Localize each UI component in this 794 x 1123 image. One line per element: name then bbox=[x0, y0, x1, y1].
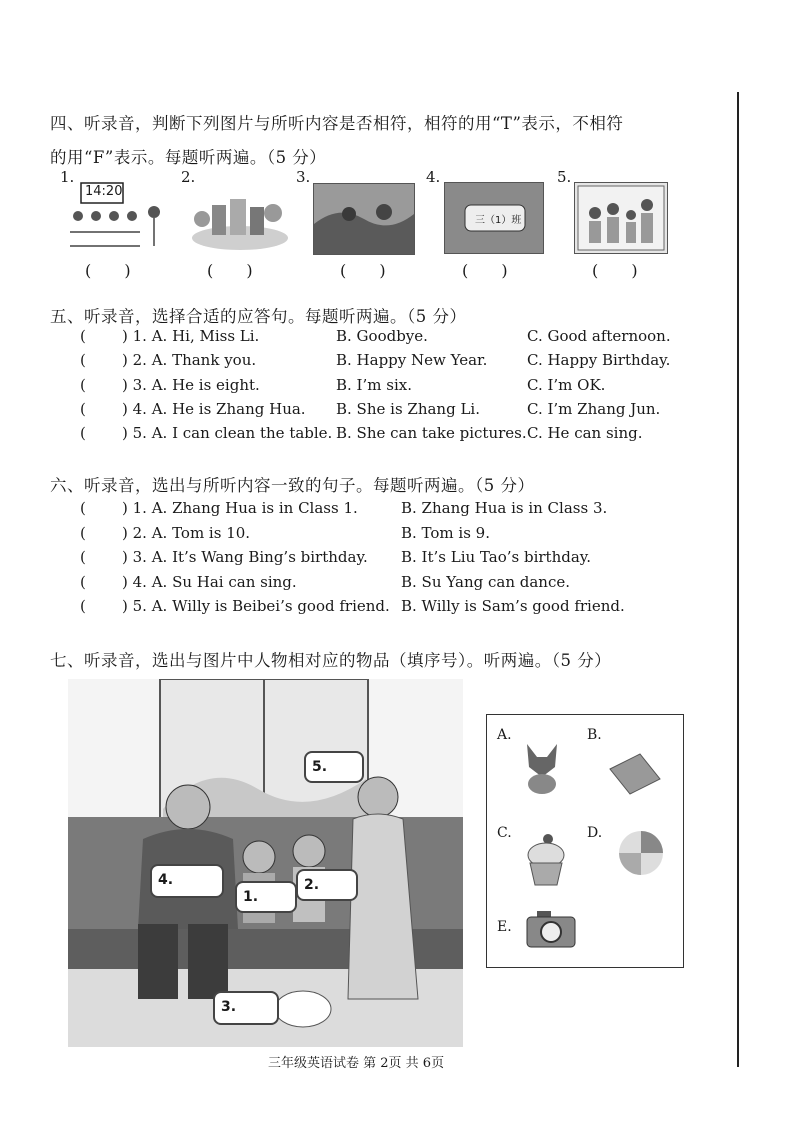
classroom-sign-picture bbox=[444, 182, 544, 254]
book-icon bbox=[605, 749, 665, 799]
option-b: B. It’s Liu Tao’s birthday. bbox=[401, 548, 592, 566]
option-a: ) 5. A. I can clean the table. bbox=[122, 424, 333, 442]
family-scene-illustration bbox=[68, 679, 463, 1047]
classroom-picture bbox=[68, 180, 166, 258]
speech-bubble-3: 3. bbox=[213, 991, 279, 1025]
option-label-c: C. bbox=[497, 825, 512, 841]
section7-heading: 七、听录音，选出与图片中人物相对应的物品（填序号）。听两遍。（5 分） bbox=[50, 651, 612, 670]
answer-blank[interactable]: ( ) bbox=[462, 261, 522, 280]
option-b: B. She can take pictures. bbox=[336, 424, 527, 442]
picture-number: 1. bbox=[60, 168, 75, 186]
speech-bubble-2: 2. bbox=[296, 869, 358, 901]
option-c: C. Good afternoon. bbox=[527, 327, 671, 345]
option-a: ) 1. A. Zhang Hua is in Class 1. bbox=[122, 499, 358, 517]
answer-paren[interactable]: ( bbox=[80, 597, 86, 615]
clock-time-label: 14:20 bbox=[85, 184, 123, 199]
option-b: B. Su Yang can dance. bbox=[401, 573, 570, 591]
option-label-e: E. bbox=[497, 919, 512, 935]
margin-line bbox=[737, 92, 739, 1067]
option-a: ) 5. A. Willy is Beibei’s good friend. bbox=[122, 597, 390, 615]
answer-blank[interactable]: ( ) bbox=[340, 261, 400, 280]
class-sign-label: 三（1）班 bbox=[475, 215, 522, 226]
option-b: B. Tom is 9. bbox=[401, 524, 490, 542]
option-label-a: A. bbox=[497, 727, 512, 743]
section4-heading-line1: 四、听录音，判断下列图片与所听内容是否相符，相符的用“T”表示，不相符 bbox=[50, 114, 624, 133]
camera-icon bbox=[523, 907, 579, 953]
option-a: ) 3. A. It’s Wang Bing’s birthday. bbox=[122, 548, 368, 566]
answer-blank[interactable]: ( ) bbox=[207, 261, 267, 280]
answer-paren[interactable]: ( bbox=[80, 327, 86, 345]
answer-blank[interactable]: ( ) bbox=[85, 261, 145, 280]
option-a: ) 3. A. He is eight. bbox=[122, 376, 260, 394]
option-c: C. Happy Birthday. bbox=[527, 351, 671, 369]
page-footer: 三年级英语试卷 第 2页 共 6页 bbox=[268, 1056, 445, 1071]
picture-number: 5. bbox=[557, 168, 572, 186]
section6-heading: 六、听录音，选出与所听内容一致的句子。每题听两遍。（5 分） bbox=[50, 476, 535, 495]
option-a: ) 4. A. Su Hai can sing. bbox=[122, 573, 297, 591]
cupcake-icon bbox=[521, 833, 571, 889]
option-b: B. Zhang Hua is in Class 3. bbox=[401, 499, 608, 517]
option-label-b: B. bbox=[587, 727, 602, 743]
toys-picture bbox=[190, 183, 290, 253]
option-a: ) 4. A. He is Zhang Hua. bbox=[122, 400, 306, 418]
outdoor-picture bbox=[313, 183, 415, 255]
picture-number: 2. bbox=[181, 168, 196, 186]
answer-blank[interactable]: ( ) bbox=[592, 261, 652, 280]
family-photo-picture bbox=[574, 182, 668, 254]
option-a: ) 2. A. Thank you. bbox=[122, 351, 257, 369]
option-a: ) 2. A. Tom is 10. bbox=[122, 524, 251, 542]
answer-paren[interactable]: ( bbox=[80, 499, 86, 517]
option-b: B. I’m six. bbox=[336, 376, 412, 394]
answer-paren[interactable]: ( bbox=[80, 424, 86, 442]
beach-ball-icon bbox=[615, 827, 667, 879]
option-b: B. Goodbye. bbox=[336, 327, 428, 345]
option-c: C. I’m OK. bbox=[527, 376, 606, 394]
option-b: B. She is Zhang Li. bbox=[336, 400, 480, 418]
answer-paren[interactable]: ( bbox=[80, 573, 86, 591]
fox-toy-icon bbox=[517, 739, 567, 799]
speech-bubble-4: 4. bbox=[150, 864, 224, 898]
section5-heading: 五、听录音，选择合适的应答句。每题听两遍。（5 分） bbox=[50, 307, 467, 326]
answer-paren[interactable]: ( bbox=[80, 524, 86, 542]
option-label-d: D. bbox=[587, 825, 603, 841]
option-b: B. Happy New Year. bbox=[336, 351, 488, 369]
option-c: C. I’m Zhang Jun. bbox=[527, 400, 661, 418]
options-box bbox=[486, 714, 684, 968]
answer-paren[interactable]: ( bbox=[80, 376, 86, 394]
option-c: C. He can sing. bbox=[527, 424, 643, 442]
answer-paren[interactable]: ( bbox=[80, 351, 86, 369]
picture-number: 3. bbox=[296, 168, 311, 186]
section4-heading-line2: 的用“F”表示。每题听两遍。（5 分） bbox=[50, 148, 327, 167]
option-b: B. Willy is Sam’s good friend. bbox=[401, 597, 625, 615]
answer-paren[interactable]: ( bbox=[80, 400, 86, 418]
speech-bubble-1: 1. bbox=[235, 881, 297, 913]
option-a: ) 1. A. Hi, Miss Li. bbox=[122, 327, 260, 345]
picture-number: 4. bbox=[426, 168, 441, 186]
speech-bubble-5: 5. bbox=[304, 751, 364, 783]
answer-paren[interactable]: ( bbox=[80, 548, 86, 566]
